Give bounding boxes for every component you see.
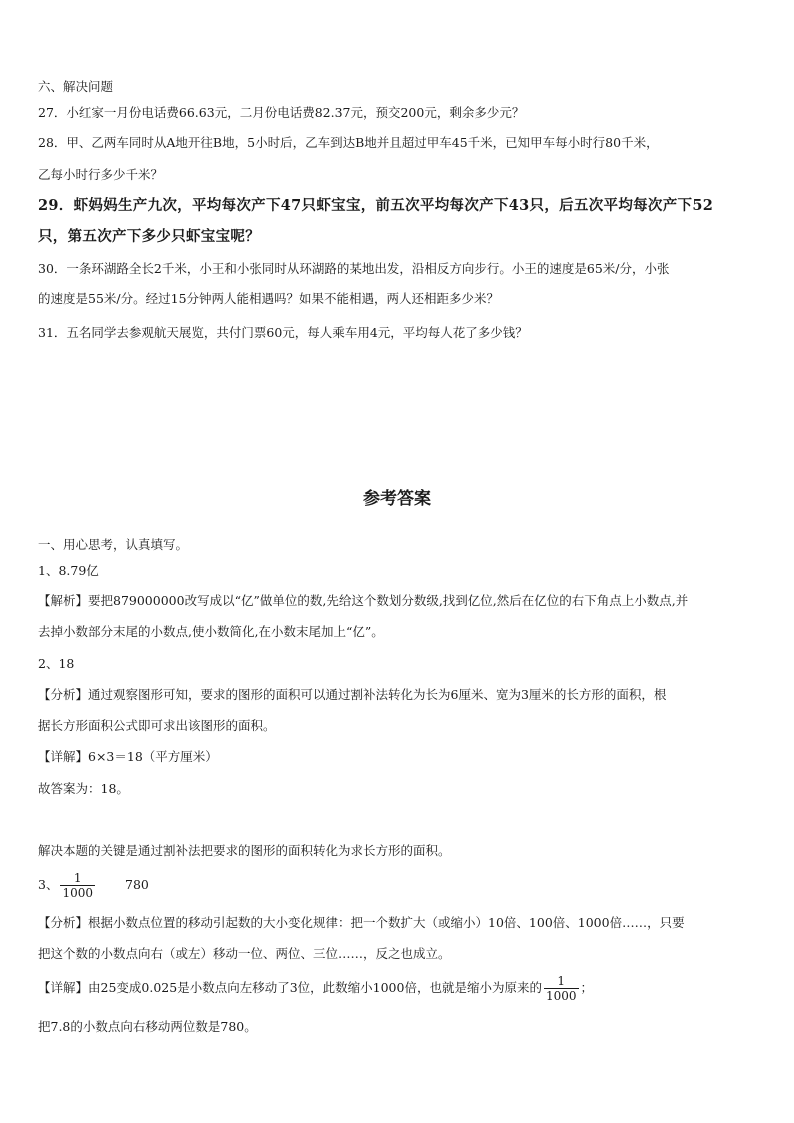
fraction-denominator: 1000	[62, 885, 93, 900]
question-29-line1: 29．虾妈妈生产九次，平均每次产下47只虾宝宝，前五次平均每次产下43只，后五次平均每次产下52	[38, 197, 714, 214]
answer-2-note: 解决本题的关键是通过割补法把要求的图形的面积转化为求长方形的面积。	[38, 843, 451, 858]
answer-3	[38, 869, 149, 901]
answer-3-second-value: 780	[125, 877, 149, 892]
answer-2-conclusion: 故答案为：18。	[38, 781, 129, 796]
answer-2-analysis-line2: 据长方形面积公式即可求出该图形的面积。	[38, 718, 276, 733]
answer-1-analysis-line1: 【解析】要把879000000改写成以“亿”做单位的数,先给这个数划分数级,找到亿位,然后在亿位的右下角点上小数点,并	[38, 593, 689, 608]
answer-3-analysis-line1: 【分析】根据小数点位置的移动引起数的大小变化规律：把一个数扩大（或缩小）10倍、100倍、1000倍……，只要	[38, 915, 685, 930]
answer-3-fraction	[60, 871, 95, 901]
fraction-denominator: 1000	[545, 988, 577, 1003]
fraction-numerator: 1	[544, 974, 579, 989]
answer-1: 1、8.79亿	[38, 563, 99, 578]
question-28-line1: 28．甲、乙两车同时从A地开往B地，5小时后，乙车到达B地并且超过甲车45千米，已知甲车每小时行80千米，	[38, 135, 659, 150]
answer-3-analysis-line2: 把这个数的小数点向右（或左）移动一位、两位、三位……，反之也成立。	[38, 946, 451, 961]
answer-3-detail-end: ；	[580, 980, 594, 995]
answer-1-analysis-line2: 去掉小数部分末尾的小数点,使小数简化,在小数末尾加上“亿”。	[38, 624, 384, 639]
answer-section1-heading: 一、用心思考，认真填写。	[38, 537, 189, 552]
answer-3-prefix: 3、	[38, 877, 59, 892]
answer-2: 2、18	[38, 656, 75, 671]
question-29-line2: 只，第五次产下多少只虾宝宝呢？	[38, 228, 260, 245]
answer-3-detail-fraction	[544, 974, 579, 1004]
fraction-numerator: 1	[60, 871, 95, 886]
answer-3-detail	[38, 971, 593, 1005]
question-27: 27．小红家一月份电话费66.63元，二月份电话费82.37元，预交200元，剩余多少元？	[38, 105, 525, 120]
answer-3-last: 把7.8的小数点向右移动两位数是780。	[38, 1019, 257, 1034]
answer-3-detail-text: 【详解】由25变成0.025是小数点向左移动了3位，此数缩小1000倍，也就是缩小为原来的	[38, 980, 542, 995]
answer-2-analysis-line1: 【分析】通过观察图形可知，要求的图形的面积可以通过割补法转化为长为6厘米、宽为3厘米的长方形的面积，根	[38, 687, 667, 702]
section-heading-solve-problems: 六、解决问题	[38, 79, 114, 94]
question-28-line2: 乙每小时行多少千米？	[38, 167, 164, 182]
answer-2-detail: 【详解】6×3＝18（平方厘米）	[38, 749, 218, 764]
question-30-line2: 的速度是55米/分。经过15分钟两人能相遇吗？如果不能相遇，两人还相距多少米？	[38, 291, 500, 306]
question-31: 31．五名同学去参观航天展览，共付门票60元，每人乘车用4元，平均每人花了多少钱？	[38, 325, 528, 340]
question-30-line1: 30．一条环湖路全长2千米，小王和小张同时从环湖路的某地出发，沿相反方向步行。小王的速度是65米/分，小张	[38, 261, 670, 276]
answer-key-title: 参考答案	[363, 489, 431, 509]
